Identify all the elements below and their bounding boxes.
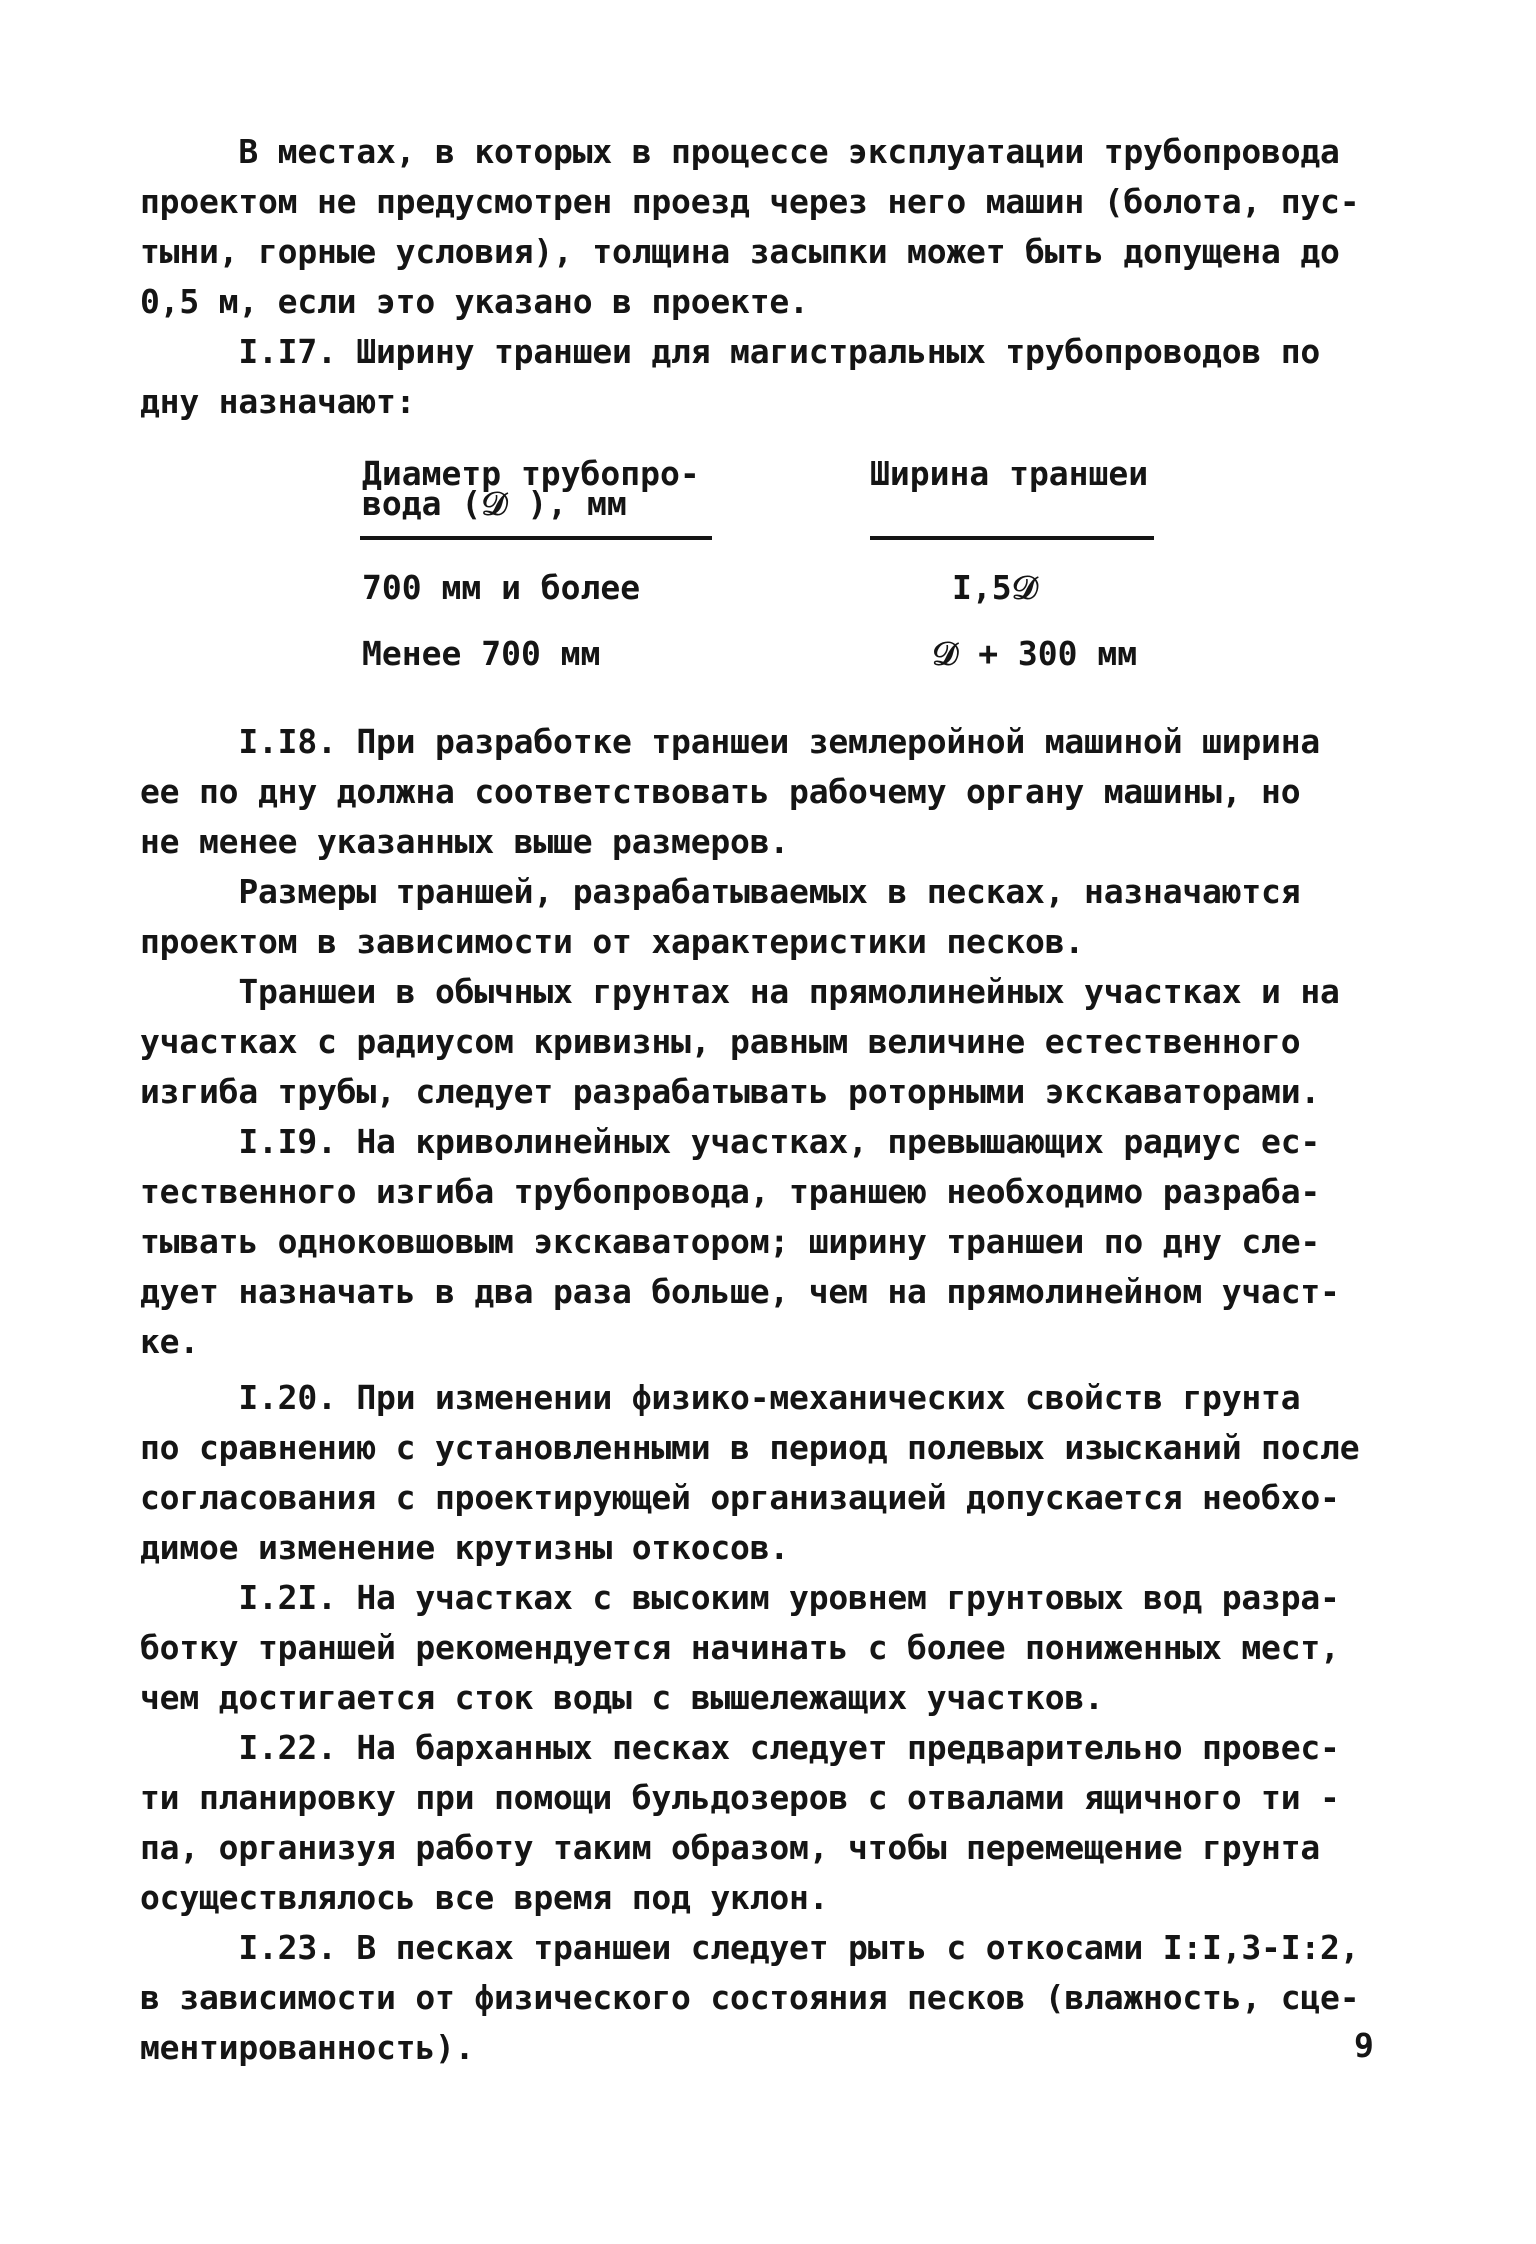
paragraph-line: изгиба трубы, следует разрабатывать роторными экскаваторами. <box>140 1072 1321 1111</box>
paragraph-line: тывать одноковшовым экскаватором; ширину траншеи по дну сле- <box>140 1222 1321 1261</box>
paragraph-line: осуществлялось все время под уклон. <box>140 1878 829 1917</box>
section-heading-line: I.22. На барханных песках следует предварительно провес- <box>140 1728 1340 1767</box>
table-header-diameter-line-2: вода (𝒟 ), мм <box>362 484 627 523</box>
table-row-width: 𝒟 + 300 мм <box>932 634 1138 673</box>
section-heading-line: I.I9. На криволинейных участках, превышающих радиус ес- <box>140 1122 1321 1161</box>
paragraph-line: В местах, в которых в процессе эксплуатации трубопровода <box>140 132 1340 171</box>
paragraph-line: проектом не предусмотрен проезд через него машин (болота, пус- <box>140 182 1360 221</box>
paragraph-line: проектом в зависимости от характеристики песков. <box>140 922 1085 961</box>
paragraph-line: по сравнению с установленными в период полевых изысканий после <box>140 1428 1360 1467</box>
paragraph-line: димое изменение крутизны откосов. <box>140 1528 790 1567</box>
paragraph-line: ее по дну должна соответствовать рабочему органу машины, но <box>140 772 1301 811</box>
table-header-width: Ширина траншеи <box>870 454 1149 493</box>
paragraph-line: ботку траншей рекомендуется начинать с более пониженных мест, <box>140 1628 1340 1667</box>
paragraph-line: дует назначать в два раза больше, чем на прямолинейном участ- <box>140 1272 1340 1311</box>
paragraph-line: тыни, горные условия), толщина засыпки может быть допущена до <box>140 232 1340 271</box>
paragraph-line: 0,5 м, если это указано в проекте. <box>140 282 809 321</box>
paragraph-line: в зависимости от физического состояния песков (влажность, сце- <box>140 1978 1360 2017</box>
paragraph-line: ке. <box>140 1322 200 1361</box>
table-row-diameter: 700 мм и более <box>362 568 641 607</box>
section-heading-line: I.I7. Ширину траншеи для магистральных трубопроводов по <box>140 332 1321 371</box>
table-header-diameter-line-1: Диаметр трубопро- <box>362 454 700 493</box>
paragraph-line: участках с радиусом кривизны, равным величине естественного <box>140 1022 1301 1061</box>
section-heading-line: I.20. При изменении физико-механических свойств грунта <box>140 1378 1301 1417</box>
paragraph-line: Траншеи в обычных грунтах на прямолинейных участках и на <box>140 972 1340 1011</box>
table-row-width: I,5𝒟 <box>952 568 1038 607</box>
table-header-rule-left <box>360 536 712 540</box>
paragraph-line: согласования с проектирующей организацией допускается необхо- <box>140 1478 1340 1517</box>
paragraph-line: ментированность). <box>140 2028 475 2067</box>
paragraph-line: ти планировку при помощи бульдозеров с отвалами ящичного ти - <box>140 1778 1340 1817</box>
table-row-diameter: Менее 700 мм <box>362 634 601 673</box>
paragraph-line: не менее указанных выше размеров. <box>140 822 790 861</box>
table-header-rule-right <box>870 536 1154 540</box>
section-heading-line: I.I8. При разработке траншеи землеройной машиной ширина <box>140 722 1321 761</box>
paragraph-line: дну назначают: <box>140 382 416 421</box>
page-number: 9 <box>1354 2026 1374 2065</box>
section-heading-line: I.2I. На участках с высоким уровнем грунтовых вод разра- <box>140 1578 1340 1617</box>
paragraph-line: Размеры траншей, разрабатываемых в песках, назначаются <box>140 872 1301 911</box>
section-heading-line: I.23. В песках траншеи следует рыть с откосами I:I,3-I:2, <box>140 1928 1360 1967</box>
paragraph-line: чем достигается сток воды с вышележащих участков. <box>140 1678 1104 1717</box>
paragraph-line: тественного изгиба трубопровода, траншею необходимо разраба- <box>140 1172 1321 1211</box>
paragraph-line: па, организуя работу таким образом, чтобы перемещение грунта <box>140 1828 1321 1867</box>
